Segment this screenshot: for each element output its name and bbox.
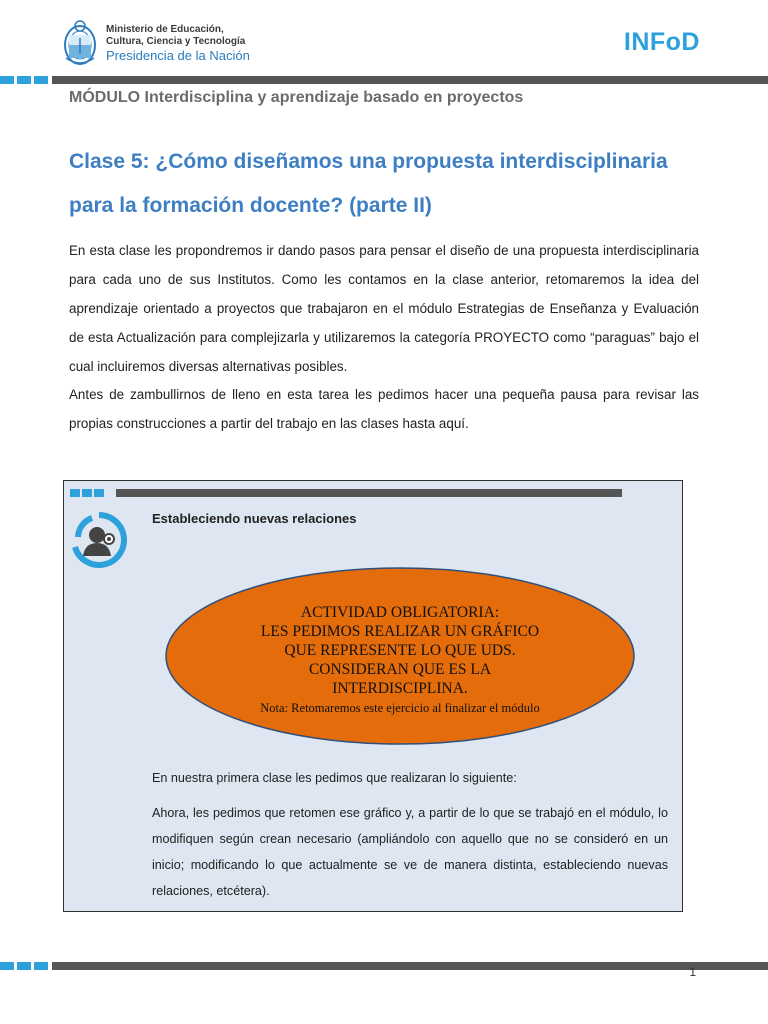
national-seal-icon	[62, 18, 98, 68]
pause-paragraph: Antes de zambullirnos de lleno en esta tarea les pedimos hacer una pequeña pausa para revisar las propias construcciones a partir del trabajo en las clases hasta aquí.	[69, 387, 699, 431]
first-class-paragraph: En nuestra primera clase les pedimos que realizaran lo siguiente:	[152, 771, 517, 785]
class-title: Clase 5: ¿Cómo diseñamos una propuesta interdisciplinaria para la formación docente? (parte II)	[69, 150, 668, 217]
module-title: MÓDULO Interdisciplina y aprendizaje basado en proyectos	[69, 89, 524, 106]
activity-note: Nota: Retomaremos este ejercicio al finalizar el módulo	[260, 701, 540, 715]
presidency-name: Presidencia de la Nación	[106, 48, 250, 63]
activity-box	[63, 480, 683, 912]
activity-line-3: QUE REPRESENTE LO QUE UDS.	[284, 642, 516, 659]
footer-divider	[0, 962, 768, 970]
instructions-paragraph: Ahora, les pedimos que retomen ese gráfico y, a partir de lo que se trabajó en el módulo, lo modifiquen según crean necesario (ampliándolo con aquello que no se consideró en un inicio; modificando lo que actualmente se ve de manera distinta, estableciendo nuevas relaciones, etcétera).	[152, 806, 668, 898]
ministry-name-line2: Cultura, Ciencia y Tecnología	[106, 36, 246, 47]
box-divider	[70, 489, 622, 497]
activity-label: ACTIVIDAD OBLIGATORIA:	[300, 604, 500, 621]
intro-paragraph: En esta clase les propondremos ir dando pasos para pensar el diseño de una propuesta interdisciplinaria para cada uno de sus Institutos. Como les contamos en la clase anterior, retomaremos la idea del aprendizaje orientado a proyectos que trabajaron en el módulo Estrategias de Enseñanza y Evaluación de esta Actualización para complejizarla y utilizaremos la categoría PROYECTO como “paraguas” bajo el cual incluiremos diversas alternativas posibles.	[69, 243, 699, 374]
activity-oval-text	[164, 603, 636, 716]
page-number: 1	[689, 965, 696, 979]
activity-line-5: INTERDISCIPLINA.	[332, 680, 468, 697]
relations-icon	[70, 511, 128, 569]
ministry-logo	[62, 18, 250, 68]
activity-line-2: LES PEDIMOS REALIZAR UN GRÁFICO	[260, 623, 540, 640]
ministry-name-line1: Ministerio de Educación,	[106, 24, 224, 35]
activity-line-4: CONSIDERAN QUE ES LA	[308, 661, 492, 678]
box-heading: Estableciendo nuevas relaciones	[152, 511, 357, 526]
top-divider	[0, 76, 768, 84]
page-header	[0, 0, 768, 76]
infod-logo: INFoD	[623, 28, 700, 56]
